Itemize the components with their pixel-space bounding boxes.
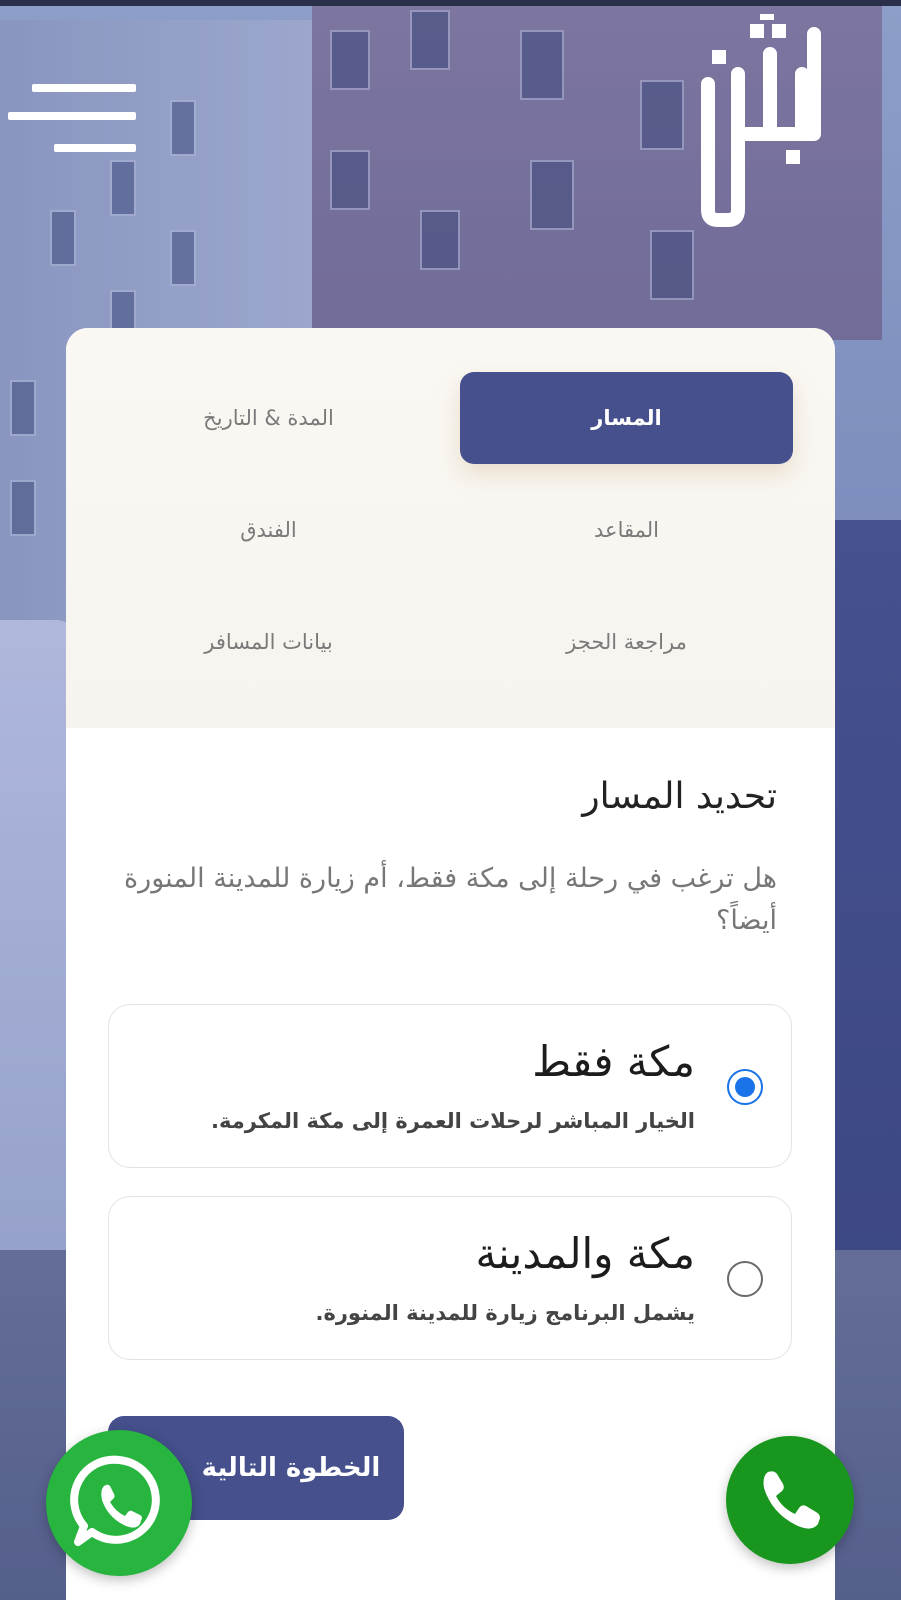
radio-makkah-only[interactable] [727,1069,763,1105]
option-title: مكة والمدينة [475,1229,695,1278]
phone-icon[interactable] [726,1436,854,1564]
step-route[interactable]: المسار [460,372,793,464]
option-makkah-only[interactable] [108,1004,792,1168]
step-duration-date[interactable]: المدة & التاريخ [203,406,334,430]
step-booking-review[interactable]: مراجعة الحجز [566,630,687,654]
step-traveler-info[interactable]: بيانات المسافر [204,630,333,654]
option-subtitle: الخيار المباشر لرحلات العمرة إلى مكة المكرمة. [210,1109,695,1133]
booking-card [66,328,835,1600]
next-step-button[interactable]: الخطوة التالية [108,1416,404,1520]
option-makkah-madinah[interactable] [108,1196,792,1360]
step-hotel[interactable]: الفندق [240,518,297,542]
tibyan-logo-icon[interactable] [690,14,830,234]
step-seats[interactable]: المقاعد [594,518,659,542]
whatsapp-icon[interactable] [46,1430,192,1576]
option-title: مكة فقط [532,1037,695,1086]
section-title: تحديد المسار [582,776,777,817]
top-edge [0,0,901,6]
section-description: هل ترغب في رحلة إلى مكة فقط، أم زيارة للمدينة المنورة أيضاً؟ [124,863,777,936]
radio-makkah-madinah[interactable] [727,1261,763,1297]
steps-panel [66,328,835,728]
option-subtitle: يشمل البرنامج زيارة للمدينة المنورة. [315,1301,695,1325]
hamburger-menu-icon[interactable] [8,80,138,158]
